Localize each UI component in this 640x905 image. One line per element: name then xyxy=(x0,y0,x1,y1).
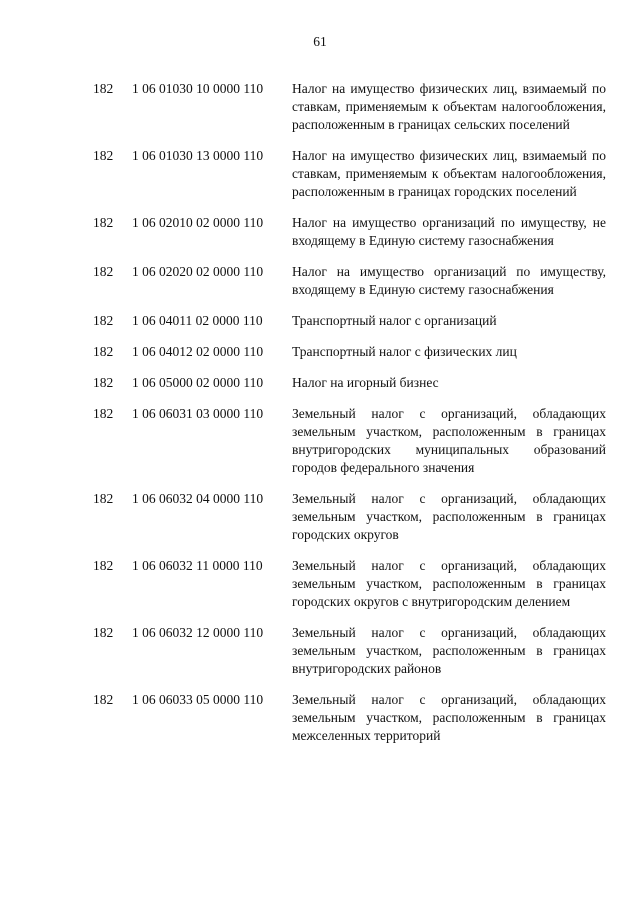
table-row xyxy=(0,214,640,250)
budget-code: 1 06 04012 02 0000 110 xyxy=(132,344,264,359)
table-row xyxy=(0,557,640,611)
page-number: 61 xyxy=(313,34,327,49)
budget-code: 1 06 01030 10 0000 110 xyxy=(132,81,264,96)
table-row xyxy=(0,490,640,544)
administrator-code: 182 xyxy=(93,344,114,359)
administrator-code: 182 xyxy=(93,264,114,279)
income-description: Земельный налог с организаций, обладающих земельным участком, расположенным в границах городских округов xyxy=(292,491,606,542)
budget-classification-table xyxy=(0,80,640,758)
table-row xyxy=(0,405,640,477)
budget-code: 1 06 06032 11 0000 110 xyxy=(132,558,263,573)
budget-code: 1 06 06032 12 0000 110 xyxy=(132,625,264,640)
administrator-code: 182 xyxy=(93,491,114,506)
administrator-code: 182 xyxy=(93,625,114,640)
income-description: Земельный налог с организаций, обладающих земельным участком, расположенным в границах городских округов с внутригородским делением xyxy=(292,558,606,609)
budget-code: 1 06 02020 02 0000 110 xyxy=(132,264,264,279)
budget-code: 1 06 06031 03 0000 110 xyxy=(132,406,264,421)
budget-code: 1 06 04011 02 0000 110 xyxy=(132,313,263,328)
administrator-code: 182 xyxy=(93,313,114,328)
income-description: Земельный налог с организаций, обладающих земельным участком, расположенным в границах внутригородских районов xyxy=(292,625,606,676)
budget-code: 1 06 06032 04 0000 110 xyxy=(132,491,264,506)
income-description: Налог на имущество физических лиц, взимаемый по ставкам, применяемым к объектам налогообложения, расположенным в границах городских поселений xyxy=(292,148,606,199)
income-description: Налог на имущество физических лиц, взимаемый по ставкам, применяемым к объектам налогообложения, расположенным в границах сельских поселений xyxy=(292,81,606,132)
income-description: Транспортный налог с организаций xyxy=(292,313,497,328)
table-row xyxy=(0,80,640,134)
table-row xyxy=(0,343,640,361)
administrator-code: 182 xyxy=(93,148,114,163)
budget-code: 1 06 02010 02 0000 110 xyxy=(132,215,264,230)
income-description: Налог на игорный бизнес xyxy=(292,375,439,390)
administrator-code: 182 xyxy=(93,81,114,96)
income-description: Земельный налог с организаций, обладающих земельным участком, расположенным в границах внутригородских муниципальных образований городов федерального значения xyxy=(292,406,606,475)
table-row xyxy=(0,691,640,745)
income-description: Налог на имущество организаций по имуществу, входящему в Единую систему газоснабжения xyxy=(292,264,606,297)
administrator-code: 182 xyxy=(93,692,114,707)
administrator-code: 182 xyxy=(93,558,114,573)
budget-code: 1 06 01030 13 0000 110 xyxy=(132,148,264,163)
administrator-code: 182 xyxy=(93,406,114,421)
table-row xyxy=(0,147,640,201)
table-row xyxy=(0,263,640,299)
budget-code: 1 06 05000 02 0000 110 xyxy=(132,375,264,390)
administrator-code: 182 xyxy=(93,375,114,390)
income-description: Земельный налог с организаций, обладающих земельным участком, расположенным в границах межселенных территорий xyxy=(292,692,606,743)
table-row xyxy=(0,374,640,392)
income-description: Налог на имущество организаций по имуществу, не входящему в Единую систему газоснабжения xyxy=(292,215,606,248)
administrator-code: 182 xyxy=(93,215,114,230)
budget-code: 1 06 06033 05 0000 110 xyxy=(132,692,264,707)
income-description: Транспортный налог с физических лиц xyxy=(292,344,517,359)
table-row xyxy=(0,624,640,678)
table-row xyxy=(0,312,640,330)
